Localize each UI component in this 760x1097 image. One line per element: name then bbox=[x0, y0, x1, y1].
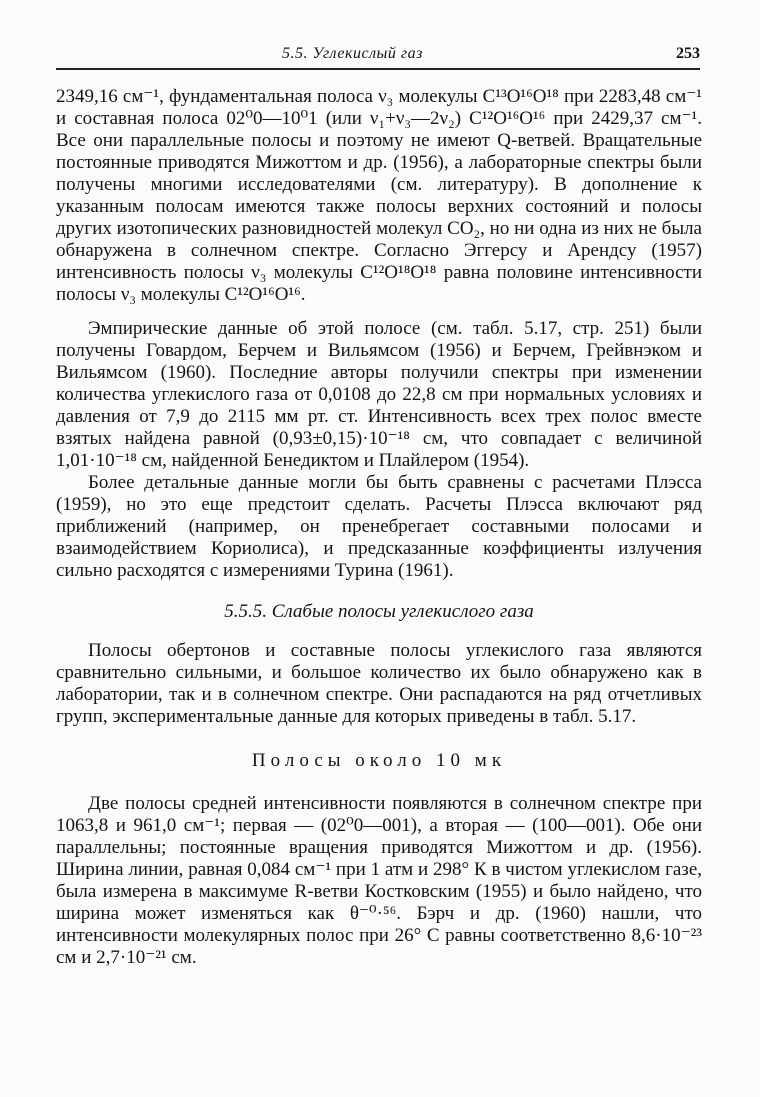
subsection-title: 5.5.5. Слабые полосы углекислого газа bbox=[224, 601, 534, 622]
group-title: Полосы около 10 мк bbox=[251, 750, 507, 771]
paragraph-plass-calculations: Более детальные данные могли бы быть сравнены с расчетами Плэсса (1959), но это еще предстоит сделать. Расчеты Плэсса включают ряд приближений (например, он пренебрегает составными полосами и взаимодействием Кориолиса), и предсказанные коэффициенты излучения сильно расходятся с измерениями Турина (1961). bbox=[56, 472, 702, 581]
paragraph-empirical-data: Эмпирические данные об этой полосе (см. табл. 5.17, стр. 251) были получены Говардом, Берчем и Вильямсом (1956) и Берчем, Грейвнэком и Вильямсом (1960). Последние авторы получили спектры при изменении количества углекислого газа от 0,0108 до 22,8 см при нормальных условиях и давления от 7,9 до 2115 мм рт. ст. Интенсивность всех трех полос вместе взятых найдена равной (0,93±0,15)·10⁻¹⁸ см, что совпадает с величиной 1,01·10⁻¹⁸ см, найденной Бенедиктом и Плайлером (1954). bbox=[56, 318, 702, 471]
running-header bbox=[56, 40, 700, 70]
page-body bbox=[56, 86, 702, 969]
paragraph-overtone-bands: Полосы обертонов и составные полосы углекислого газа являются сравнительно сильными, и большое количество их было обнаружено как в лаборатории, так и в солнечном спектре. Они распадаются на ряд отчетливых групп, экспериментальные данные для которых приведены в табл. 5.17. bbox=[56, 640, 702, 727]
paragraph-10-micron-bands: Две полосы средней интенсивности появляются в солнечном спектре при 1063,8 и 961,0 см⁻¹; первая — (02⁰0—001), а вторая — (100—001). Обе они параллельны; постоянные вращения приводятся Мижоттом и др. (1956). Ширина линии, равная 0,084 см⁻¹ при 1 атм и 298° К в чистом углекислом газе, была измерена в максимуме R-ветви Костковским (1955) и было найдено, что ширина может изменяться как θ⁻⁰·⁵⁶. Бэрч и др. (1960) нашли, что интенсивности молекулярных полос при 26° С равны соответственно 8,6·10⁻²³ см и 2,7·10⁻²¹ см. bbox=[56, 793, 702, 968]
running-title: 5.5. Углекислый газ bbox=[282, 45, 423, 62]
page-number: 253 bbox=[676, 45, 700, 62]
paragraph-continued: 2349,16 см⁻¹, фундаментальная полоса ν₃ молекулы C¹³O¹⁶O¹⁸ при 2283,48 см⁻¹ и составная полоса 02⁰0—10⁰1 (или ν₁+ν₃—2ν₂) C¹²O¹⁶O¹⁶ при 2429,37 см⁻¹. Все они параллельные полосы и поэтому не имеют Q-ветвей. Вращательные постоянные приводятся Мижоттом и др. (1956), а лабораторные спектры были получены многими исследователями (см. литературу). В дополнение к указанным полосам имеются также полосы верхних состояний и полосы других изотопических разновидностей молекул CO₂, но ни одна из них не была обнаружена в солнечном спектре. Согласно Эггерсу и Арендсу (1957) интенсивность полосы ν₃ молекулы C¹²O¹⁸O¹⁸ равна половине интенсивности полосы ν₃ молекулы C¹²O¹⁶O¹⁶. bbox=[56, 86, 702, 305]
